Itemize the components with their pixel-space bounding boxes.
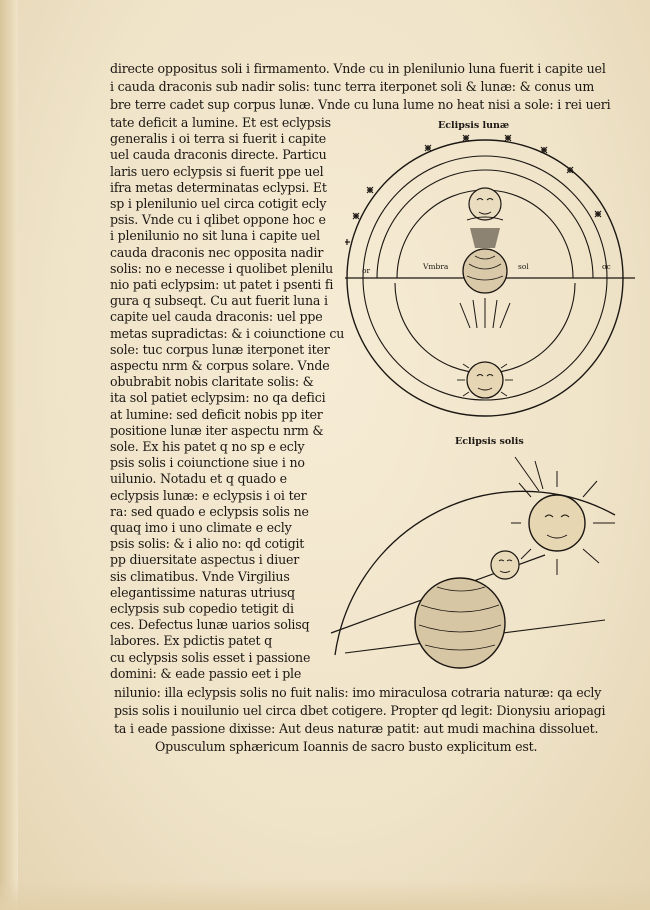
text-line: obubrabit nobis claritate solis: &: [110, 374, 314, 390]
earth-globe-icon: [415, 578, 505, 668]
text-line: ces. Defectus lunæ uarios solisq: [110, 617, 310, 633]
text-line: generalis i oi terra si fuerit i capite: [110, 131, 327, 147]
text-line: nio pati eclypsim: ut patet i psenti fi: [110, 277, 334, 292]
earth-shadow-cone: [470, 228, 500, 248]
text-line: i plenilunio no sit luna i capite uel: [110, 228, 320, 244]
solar-eclipse-caption: Eclipsis solis: [455, 436, 524, 447]
lunar-eclipse-caption: Eclipsis lunæ: [438, 120, 510, 131]
text-line: domini: & eade passio eet i ple: [110, 665, 302, 681]
text-line: labores. Ex pdictis patet q: [110, 633, 272, 649]
text-line: pp diuersitate aspectus i diuer: [110, 552, 300, 568]
text-line: sole: tuc corpus lunæ iterponet iter: [110, 341, 330, 357]
text-line: uel cauda draconis directe. Particu: [110, 147, 327, 163]
text-line: eclypsis sub copedio tetigit di: [110, 601, 294, 616]
text-line: ta i eade passione dixisse: Aut deus naturæ patit: aut mudi machina dissoluet.: [114, 721, 599, 736]
text-line: positione lunæ iter aspectu nrm &: [110, 422, 324, 438]
text-line: sp i plenilunio uel circa cotigit ecly: [110, 196, 327, 211]
text-line: elegantissime naturas utriusq: [110, 584, 295, 600]
label-sol: sol: [518, 262, 529, 271]
text-line: gura q subseqt. Cu aut fuerit luna i: [110, 293, 328, 309]
text-line: aspectu nrm & corpus solare. Vnde: [110, 358, 330, 373]
text-line: sole. Ex his patet q no sp e ecly: [110, 439, 305, 454]
moon-icon: [491, 551, 519, 579]
label-occidens: oc: [602, 262, 611, 271]
text-line: directe oppositus soli i firmamento. Vnde cu in plenilunio luna fuerit i capite uel: [110, 61, 606, 76]
text-line: i cauda draconis sub nadir solis: tunc terra iterponet soli & lunæ: & conus um: [110, 79, 595, 94]
text-line: psis. Vnde cu i qlibet oppone hoc e: [110, 212, 326, 228]
text-line: eclypsis lunæ: e eclypsis i oi ter: [110, 487, 307, 503]
text-line: psis solis: & i alio no: qd cotigit: [110, 536, 305, 552]
text-line: uilunio. Notadu et q quado e: [110, 471, 287, 487]
text-line: cauda draconis nec opposita nadir: [110, 244, 324, 260]
label-umbra: Vmbra: [423, 262, 449, 271]
text-line: ra: sed quado e eclypsis solis ne: [110, 503, 309, 519]
text-line: cu eclypsis solis esset i passione: [110, 649, 311, 665]
page-edge: [0, 0, 18, 910]
text-line: quaq imo i uno climate e ecly: [110, 520, 292, 535]
label-oriens: or: [362, 266, 371, 275]
text-line: bre terre cadet sup corpus lunæ. Vnde cu luna lume no heat nisi a sole: i rei ueri: [110, 97, 611, 112]
moon-icon: [469, 188, 501, 220]
lunar-eclipse-diagram: [345, 128, 635, 428]
text-line: ita sol patiet eclypsim: no qa defici: [110, 390, 326, 406]
sun-rays-icon: [460, 298, 510, 328]
text-line: sis climatibus. Vnde Virgilius: [110, 568, 290, 584]
colophon: Opusculum sphæricum Ioannis de sacro busto explicitum est.: [155, 739, 538, 754]
text-line: metas supradictas: & i coiunctione cu: [110, 325, 345, 341]
text-line: laris uero eclypsis si fuerit ppe uel: [110, 163, 324, 179]
page-shadow: [0, 880, 650, 910]
text-line: nilunio: illa eclypsis solis no fuit nalis: imo miraculosa cotraria naturæ: qa ecly: [114, 685, 602, 700]
earth-globe-icon: [463, 249, 507, 293]
text-line: psis solis i nouilunio uel circa dbet cotigere. Propter qd legit: Dionysiu ariopagi: [114, 703, 606, 718]
text-line: solis: no e necesse i quolibet plenilu: [110, 260, 334, 276]
sun-icon: [467, 362, 503, 398]
text-line: ifra metas determinatas eclypsi. Et: [110, 179, 327, 195]
text-line: psis solis i coiunctione siue i no: [110, 455, 305, 471]
sun-icon: [529, 495, 585, 551]
text-line: capite uel cauda draconis: uel ppe: [110, 309, 323, 325]
text-line: at lumine: sed deficit nobis pp iter: [110, 406, 323, 422]
text-line: tate deficit a lumine. Et est eclypsis: [110, 115, 331, 130]
solar-eclipse-diagram: [325, 455, 625, 675]
